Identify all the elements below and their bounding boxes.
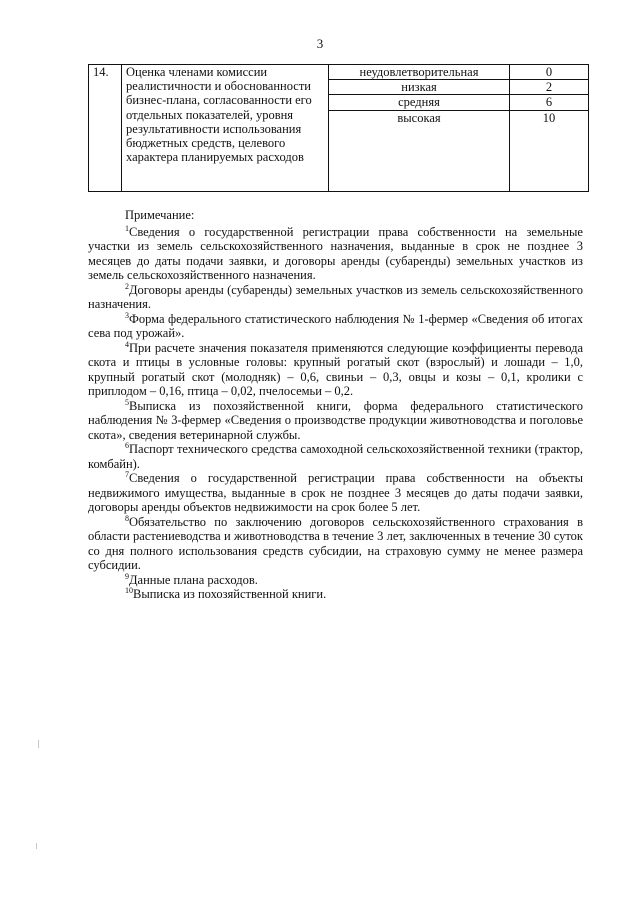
note-marker: 4	[125, 339, 129, 349]
note-marker: 5	[125, 397, 129, 407]
note-marker: 9	[125, 571, 129, 581]
notes-section	[88, 208, 583, 602]
table-row	[89, 65, 589, 80]
note-text: При расчете значения показателя применяются следующие коэффициенты перевода скота и птицы в условные головы: крупный рогатый скот (взрослый) и лошади – 1,0, крупный рогатый скот (молодняк) – 0,6, свиньи – 0,3, овцы и козы – 0,1, кролики с приплодом – 0,16, птица – 0,02, пчелосемьи – 0,2.	[88, 340, 583, 398]
note-item	[88, 573, 583, 588]
grade-score: 6	[510, 95, 589, 110]
criterion-name: Оценка членами комиссии реалистичности и обоснованности бизнес-плана, согласованности его отдельных показателей, уровня результативности использования бюджетных средств, целевого характера планируемых расходов	[122, 65, 329, 192]
grade-label: средняя	[329, 95, 510, 110]
note-marker: 7	[125, 470, 129, 479]
note-item	[88, 283, 583, 312]
grade-label: высокая	[329, 110, 510, 191]
grade-label: низкая	[329, 80, 510, 95]
note-marker: 6	[125, 441, 129, 450]
note-item	[88, 471, 583, 515]
note-marker: 8	[125, 513, 129, 523]
note-marker: 10	[125, 586, 133, 595]
note-item	[88, 312, 583, 341]
note-text: Сведения о государственной регистрации права собственности на объекты недвижимого имущества, выданные в срок не позднее 3 месяцев до даты подачи заявки, договоры аренды объектов недвижимости на срок более 5 лет.	[88, 471, 583, 514]
criteria-table	[88, 64, 589, 192]
note-marker: 1	[125, 223, 129, 233]
note-marker: 3	[125, 310, 129, 320]
note-text: Договоры аренды (субаренды) земельных участков из земель сельскохозяйственного назначения.	[88, 282, 583, 311]
note-text: Выписка из похозяйственной книги, форма федерального статистического наблюдения № 3-фермер «Сведения о производстве продукции животноводства и поголовье скота», сведения ветеринарной службы.	[88, 398, 583, 442]
note-text: Данные плана расходов.	[129, 572, 258, 587]
note-item	[88, 587, 583, 602]
note-text: Форма федерального статистического наблюдения № 1-фермер «Сведения об итогах сева под урожай».	[88, 311, 583, 340]
row-number: 14.	[89, 65, 122, 192]
note-text: Паспорт технического средства самоходной сельскохозяйственной техники (трактор, комбайн).	[88, 442, 583, 471]
note-item	[88, 341, 583, 399]
grade-score: 10	[510, 110, 589, 191]
note-item	[88, 515, 583, 573]
grade-label: неудовлетворительная	[329, 65, 510, 80]
grade-score: 2	[510, 80, 589, 95]
note-text: Выписка из похозяйственной книги.	[133, 587, 327, 601]
grade-score: 0	[510, 65, 589, 80]
scan-artifact	[38, 740, 39, 748]
note-item	[88, 399, 583, 443]
scan-artifact	[36, 843, 37, 849]
note-text: Обязательство по заключению договоров сельскохозяйственного страхования в области растениеводства и животноводства в течение 3 лет, заключенных в течение 30 суток со дня полного использования средств субсидии, на страховую сумму не менее размера субсидии.	[88, 514, 583, 572]
note-text: Сведения о государственной регистрации права собственности на земельные участки из земель сельскохозяйственного назначения, выданные в срок не позднее 3 месяцев до даты подачи заявки, и договоры аренды (субаренды) земельных участков из земель сельскохозяйственного назначения.	[88, 224, 583, 282]
note-item	[88, 442, 583, 471]
note-item	[88, 225, 583, 283]
note-marker: 2	[125, 281, 129, 291]
page-number: 3	[316, 36, 324, 51]
notes-heading: Примечание:	[125, 208, 195, 222]
